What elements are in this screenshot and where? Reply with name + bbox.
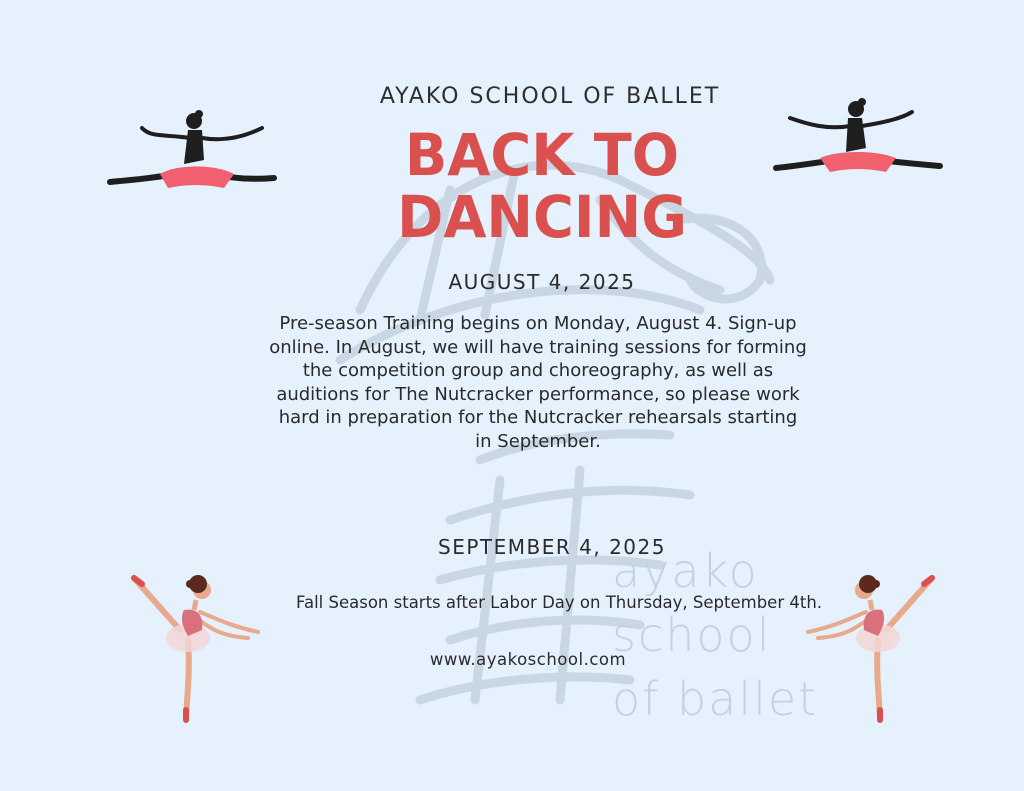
watermark-text-line2: school — [612, 608, 772, 662]
event2-date: SEPTEMBER 4, 2025 — [438, 535, 666, 559]
website-link[interactable]: www.ayakoschool.com — [429, 650, 627, 669]
watermark-text-line1: ayako — [612, 544, 759, 598]
headline-line1: BACK TO — [404, 121, 680, 189]
watermark-text-line3: of ballet — [612, 672, 819, 726]
arabesque-ballerina-left-icon — [130, 574, 262, 724]
event1-description: Pre-season Training begins on Monday, August 4. Sign-up online. In August, we will have training sessions for forming the competition group and choreography, as well as auditions for The Nutcracker performance, so please work hard in preparation for the Nutcracker rehearsals starting in September. — [269, 313, 807, 452]
event1-date: AUGUST 4, 2025 — [448, 270, 636, 294]
school-name: AYAKO SCHOOL OF BALLET — [379, 84, 721, 109]
event2-description: Fall Season starts after Labor Day on Thursday, September 4th. — [296, 593, 823, 612]
headline-line2: DANCING — [397, 183, 687, 251]
headline — [50, 121, 1024, 251]
